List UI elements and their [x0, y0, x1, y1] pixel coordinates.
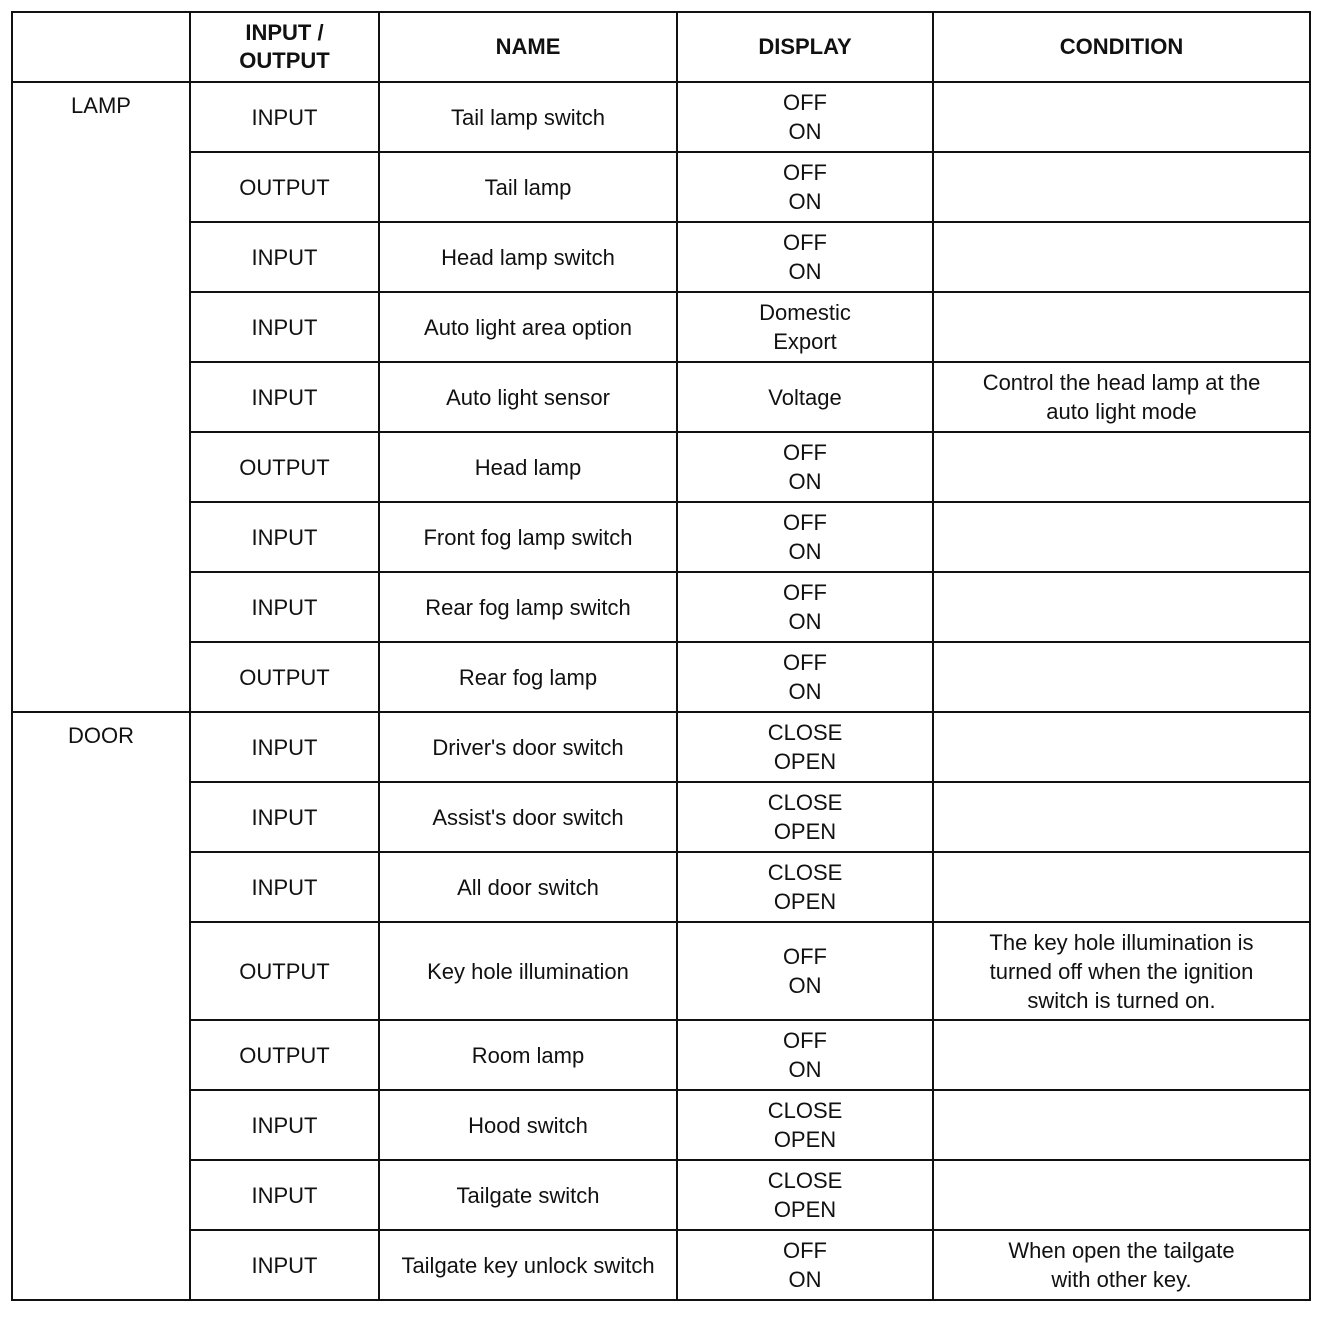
io-cell: INPUT: [190, 502, 379, 572]
table-row: [12, 432, 1310, 502]
table-row: [12, 1230, 1310, 1300]
display-line: OPEN: [773, 819, 837, 844]
display-line: ON: [788, 1057, 822, 1082]
header-io-line2: OUTPUT: [239, 48, 330, 73]
table-row: [12, 572, 1310, 642]
display-line: OFF: [783, 580, 827, 605]
table-row: [12, 82, 1310, 152]
io-cell: OUTPUT: [190, 432, 379, 502]
table-row: [12, 292, 1310, 362]
io-cell: OUTPUT: [190, 152, 379, 222]
table-row: [12, 642, 1310, 712]
io-cell: INPUT: [190, 362, 379, 432]
table-row: [12, 502, 1310, 572]
header-condition: CONDITION: [933, 12, 1310, 82]
condition-line: The key hole illumination is: [989, 929, 1254, 955]
display-line: ON: [788, 469, 822, 494]
condition-cell: [933, 642, 1310, 712]
signal-table: [11, 11, 1311, 1301]
display-line: ON: [788, 1267, 822, 1292]
table-row: [12, 852, 1310, 922]
condition-line: turned off when the ignition: [989, 958, 1254, 984]
display-cell: [677, 432, 933, 502]
display-line: CLOSE: [767, 1098, 843, 1123]
display-line: CLOSE: [767, 790, 843, 815]
name-cell: Tailgate key unlock switch: [379, 1230, 677, 1300]
display-line: OPEN: [773, 749, 837, 774]
group-lamp: LAMP: [12, 82, 190, 712]
io-cell: OUTPUT: [190, 1020, 379, 1090]
header-group: [12, 12, 190, 82]
header-display: DISPLAY: [677, 12, 933, 82]
display-line: ON: [788, 119, 822, 144]
display-line: OPEN: [773, 1127, 837, 1152]
condition-cell: [933, 782, 1310, 852]
name-cell: Key hole illumination: [379, 922, 677, 1020]
table-row: [12, 1090, 1310, 1160]
name-cell: Rear fog lamp: [379, 642, 677, 712]
io-cell: INPUT: [190, 712, 379, 782]
condition-cell: [933, 502, 1310, 572]
condition-cell: [933, 362, 1310, 432]
name-cell: Head lamp: [379, 432, 677, 502]
display-line: OFF: [783, 160, 827, 185]
name-cell: Tailgate switch: [379, 1160, 677, 1230]
display-cell: [677, 572, 933, 642]
condition-cell: [933, 432, 1310, 502]
table-row: [12, 922, 1310, 1020]
condition-cell: [933, 152, 1310, 222]
display-line: ON: [788, 189, 822, 214]
display-cell: [677, 782, 933, 852]
io-cell: INPUT: [190, 1090, 379, 1160]
display-line: OFF: [783, 510, 827, 535]
condition-cell: [933, 712, 1310, 782]
io-cell: INPUT: [190, 1160, 379, 1230]
io-cell: OUTPUT: [190, 922, 379, 1020]
condition-cell: [933, 922, 1310, 1020]
name-cell: Auto light area option: [379, 292, 677, 362]
display-line: CLOSE: [767, 860, 843, 885]
table-row: [12, 1160, 1310, 1230]
display-line: CLOSE: [767, 1168, 843, 1193]
name-cell: Front fog lamp switch: [379, 502, 677, 572]
display-line: OPEN: [773, 889, 837, 914]
name-cell: Auto light sensor: [379, 362, 677, 432]
display-line: ON: [788, 539, 822, 564]
display-cell: Voltage: [677, 362, 933, 432]
table-row: [12, 222, 1310, 292]
condition-cell: [933, 222, 1310, 292]
display-line: CLOSE: [767, 720, 843, 745]
io-cell: INPUT: [190, 292, 379, 362]
condition-cell: [933, 292, 1310, 362]
display-cell: [677, 1090, 933, 1160]
name-cell: Rear fog lamp switch: [379, 572, 677, 642]
header-io-line1: INPUT /: [245, 20, 324, 45]
display-cell: [677, 1020, 933, 1090]
condition-cell: [933, 1020, 1310, 1090]
display-cell: [677, 852, 933, 922]
name-cell: Hood switch: [379, 1090, 677, 1160]
io-cell: INPUT: [190, 1230, 379, 1300]
condition-cell: [933, 82, 1310, 152]
condition-cell: [933, 572, 1310, 642]
header-row: [12, 12, 1310, 82]
table-row: [12, 1020, 1310, 1090]
display-line: ON: [788, 973, 822, 998]
display-cell: [677, 1230, 933, 1300]
condition-line: Control the head lamp at the: [982, 370, 1261, 395]
table-row: [12, 362, 1310, 432]
table-row: [12, 152, 1310, 222]
io-cell: INPUT: [190, 572, 379, 642]
io-cell: INPUT: [190, 782, 379, 852]
io-cell: INPUT: [190, 222, 379, 292]
display-line: OFF: [783, 1028, 827, 1053]
display-cell: [677, 922, 933, 1020]
display-line: OPEN: [773, 1197, 837, 1222]
table-row: [12, 712, 1310, 782]
io-cell: INPUT: [190, 852, 379, 922]
name-cell: Driver's door switch: [379, 712, 677, 782]
condition-cell: [933, 1160, 1310, 1230]
name-cell: Head lamp switch: [379, 222, 677, 292]
display-line: OFF: [783, 1238, 827, 1263]
name-cell: Assist's door switch: [379, 782, 677, 852]
display-line: Export: [773, 329, 837, 354]
display-cell: [677, 1160, 933, 1230]
condition-line: switch is turned on.: [1027, 987, 1216, 1013]
header-io: [190, 12, 379, 82]
condition-cell: [933, 1090, 1310, 1160]
display-cell: [677, 292, 933, 362]
display-cell: [677, 82, 933, 152]
name-cell: Room lamp: [379, 1020, 677, 1090]
display-cell: [677, 222, 933, 292]
io-cell: OUTPUT: [190, 642, 379, 712]
group-door: DOOR: [12, 712, 190, 1300]
condition-cell: [933, 852, 1310, 922]
condition-line: with other key.: [1051, 1267, 1192, 1292]
header-name: NAME: [379, 12, 677, 82]
display-cell: [677, 502, 933, 572]
condition-cell: [933, 1230, 1310, 1300]
display-cell: [677, 712, 933, 782]
display-line: ON: [788, 679, 822, 704]
display-line: ON: [788, 609, 822, 634]
condition-line: When open the tailgate: [1008, 1238, 1235, 1263]
io-cell: INPUT: [190, 82, 379, 152]
display-line: OFF: [783, 440, 827, 465]
display-line: ON: [788, 259, 822, 284]
table-row: [12, 782, 1310, 852]
display-cell: [677, 152, 933, 222]
display-line: OFF: [783, 944, 827, 969]
display-line: OFF: [783, 230, 827, 255]
name-cell: Tail lamp switch: [379, 82, 677, 152]
condition-line: auto light mode: [1046, 399, 1197, 424]
name-cell: All door switch: [379, 852, 677, 922]
display-line: OFF: [783, 90, 827, 115]
display-line: OFF: [783, 650, 827, 675]
display-cell: [677, 642, 933, 712]
name-cell: Tail lamp: [379, 152, 677, 222]
display-line: Domestic: [759, 300, 851, 325]
